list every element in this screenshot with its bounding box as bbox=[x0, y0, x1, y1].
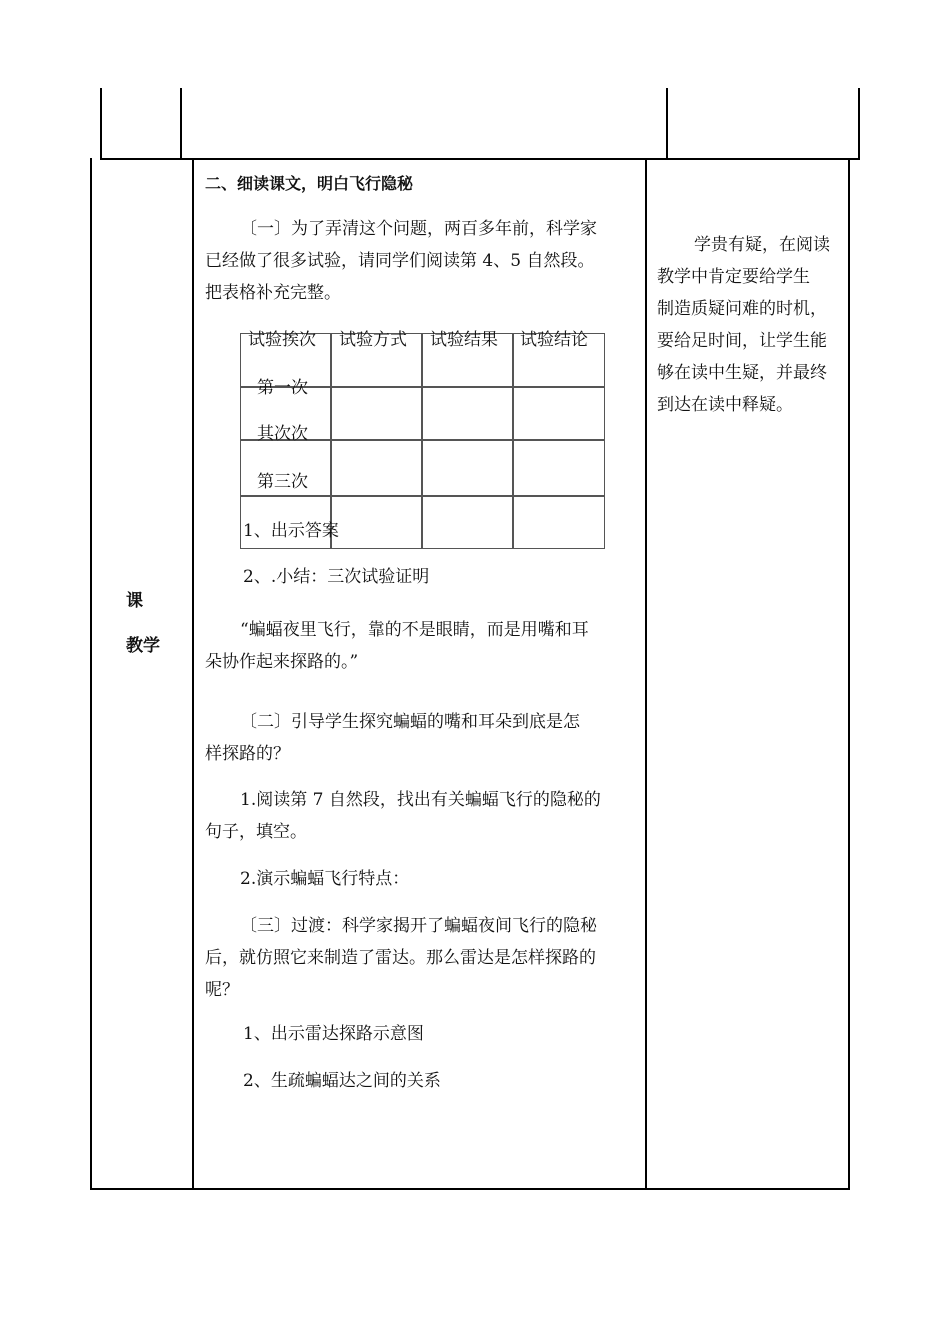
part2-line2: 样探路的？ bbox=[205, 744, 290, 764]
exp-cell bbox=[421, 386, 514, 441]
step2-item: 2.演示蝙蝠飞行特点： bbox=[240, 869, 410, 889]
section-label-char1: 课 bbox=[126, 591, 143, 611]
top-table-divider-2 bbox=[666, 88, 668, 159]
top-table-right-border bbox=[858, 88, 860, 159]
section-heading: 二、细读课文，明白飞行隐秘 bbox=[205, 174, 414, 193]
radar-item-1: 1、出示雷达探路示意图 bbox=[243, 1024, 424, 1044]
exp-cell bbox=[512, 495, 605, 549]
step1-line2: 句子，填空。 bbox=[205, 822, 307, 842]
exp-cell bbox=[421, 495, 514, 549]
note-line5: 够在读中生疑，并最终 bbox=[657, 363, 827, 383]
main-table-left-border bbox=[90, 158, 92, 1189]
top-table-left-border bbox=[100, 88, 102, 159]
part1-paragraph bbox=[205, 213, 597, 309]
note-line6: 到达在读中释疑。 bbox=[657, 395, 793, 415]
note-line1: 学贵有疑，在阅读 bbox=[694, 235, 830, 255]
part2-line1: 〔二〕引导学生探究蝙蝠的嘴和耳朵到底是怎 bbox=[240, 712, 580, 732]
exp-row-label-1: 第一次 bbox=[257, 378, 308, 398]
part3-paragraph bbox=[205, 910, 597, 1006]
part3-line2: 后，就仿照它来制造了雷达。那么雷达是怎样探路的 bbox=[205, 948, 596, 968]
teaching-note bbox=[657, 229, 830, 421]
exp-cell bbox=[421, 439, 514, 497]
exp-cell bbox=[330, 495, 423, 549]
quote-line1: “蝙蝠夜里飞行，靠的不是眼睛，而是用嘴和耳 bbox=[240, 620, 589, 640]
exp-row-label-2: 其次次 bbox=[257, 424, 308, 444]
note-line3: 制造质疑问难的时机， bbox=[657, 299, 827, 319]
main-table-bottom-border bbox=[90, 1188, 850, 1190]
part1-line2: 已经做了很多试验，请同学们阅读第 4、5 自然段。 bbox=[205, 251, 595, 271]
exp-cell bbox=[330, 386, 423, 441]
quote-line2: 朵协作起来探路的。” bbox=[205, 652, 359, 672]
main-table-divider-1 bbox=[192, 158, 194, 1189]
note-line4: 要给足时间，让学生能 bbox=[657, 331, 827, 351]
radar-item-2: 2、生疏蝙蝠达之间的关系 bbox=[243, 1071, 441, 1091]
show-answer-item: 1、出示答案 bbox=[243, 521, 339, 541]
step1-paragraph bbox=[205, 784, 601, 848]
exp-header-order: 试验挨次 bbox=[248, 330, 316, 350]
summary-item: 2、.小结：三次试验证明 bbox=[243, 567, 430, 587]
exp-cell bbox=[330, 439, 423, 497]
exp-row-label-3: 第三次 bbox=[257, 472, 308, 492]
exp-header-conclusion: 试验结论 bbox=[520, 330, 588, 350]
exp-header-method: 试验方式 bbox=[339, 330, 407, 350]
part1-line3: 把表格补充完整。 bbox=[205, 283, 341, 303]
part1-line1: 〔一〕为了弄清这个问题，两百多年前，科学家 bbox=[240, 219, 597, 239]
top-table-divider-1 bbox=[180, 88, 182, 159]
main-table-right-border bbox=[848, 158, 850, 1189]
exp-cell bbox=[512, 439, 605, 497]
exp-cell bbox=[512, 386, 605, 441]
part2-paragraph bbox=[205, 706, 580, 770]
section-label-char2: 教学 bbox=[126, 636, 160, 656]
step1-line1: 1.阅读第 7 自然段，找出有关蝙蝠飞行的隐秘的 bbox=[240, 790, 601, 810]
main-table-divider-2 bbox=[645, 158, 647, 1189]
exp-header-result: 试验结果 bbox=[430, 330, 498, 350]
part3-line1: 〔三〕过渡：科学家揭开了蝙蝠夜间飞行的隐秘 bbox=[240, 916, 597, 936]
top-table-bottom-border bbox=[100, 158, 860, 160]
quote-paragraph bbox=[205, 614, 589, 678]
part3-line3: 呢？ bbox=[205, 980, 239, 1000]
note-line2: 教学中肯定要给学生 bbox=[657, 267, 810, 287]
